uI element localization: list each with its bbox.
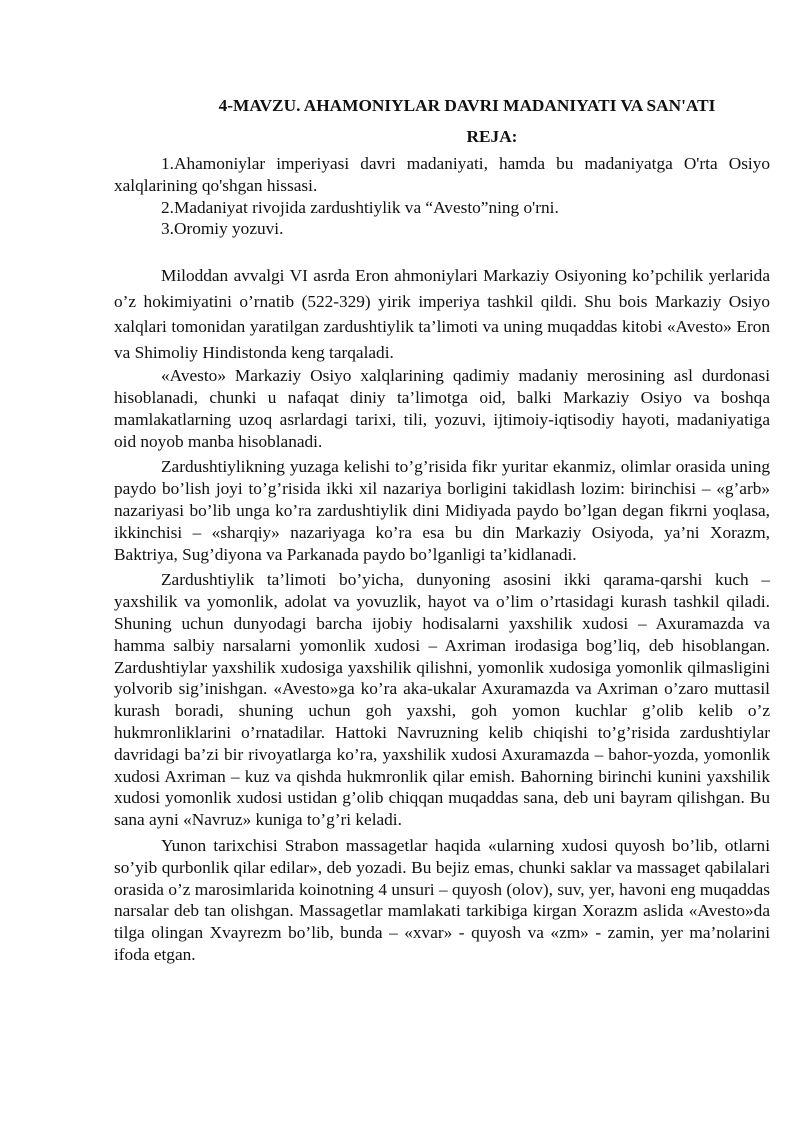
- document-body: [114, 263, 770, 966]
- body-paragraph: Zardushtiylikning yuzaga kelishi to’g’risida fikr yuritar ekanmiz, olimlar orasida uning paydo bo’lish joyi to’g’risida ikki xil nazariya borligini takidlash lozim: birinchisi – «g’arb» nazariyasi bo’lib unga ko’ra zardushtiylik dini Midiyada paydo bo’lgan degan fikrni yoqlasa, ikkinchisi – «sharqiy» nazariyaga ko’ra esa bu din Markaziy Osiyoda, ya’ni Xorazm, Baktriya, Sug’diyona va Parkanada paydo bo’lganligi ta’kidlanadi.: [114, 457, 770, 564]
- plan-item: 3.Oromiy yozuvi.: [161, 219, 284, 239]
- body-paragraph: Miloddan avvalgi VI asrda Eron ahmoniylari Markaziy Osiyoning ko’pchilik yerlarida o’z hokimiyatini o’rnatib (522-329) yirik imperiya tashkil qildi. Shu bois Markaziy Osiyo xalqlari tomonidan yaratilgan zardushtiylik ta’limoti va uning muqaddas kitobi «Avesto» Eron va Shimoliy Hindistonda keng tarqaladi.: [114, 266, 770, 362]
- plan-item: 2.Madaniyat rivojida zardushtiylik va “Avesto”ning o'rni.: [161, 197, 559, 217]
- body-paragraph: Yunon tarixchisi Strabon massagetlar haqida «ularning xudosi quyosh bo’lib, otlarni so’yib qurbonlik qilar edilar», deb yozadi. Bu bejiz emas, chunki saklar va massaget qabilalari orasida o’z marosimlarida koinotning 4 unsuri – quyosh (olov), suv, yer, havoni eng muqaddas narsalar deb tan olishgan. Massagetlar mamlakati tarkibiga kirgan Xorazm aslida «Avesto»da tilga olingan Xvayrezm bo’lib, bunda – «xvar» - quyosh va «zm» - zamin, yer ma’nolarini ifoda etgan.: [114, 835, 770, 964]
- plan-item: 1.Ahamoniylar imperiyasi davri madaniyati, hamda bu madaniyatga O'rta Osiyo xalqlarining qo'shgan hissasi.: [114, 154, 770, 195]
- document-title: 4-MAVZU. AHAMONIYLAR DAVRI MADANIYATI VA SAN'ATI: [218, 96, 716, 115]
- plan-heading: REJA:: [466, 127, 518, 146]
- body-paragraph: «Avesto» Markaziy Osiyo xalqlarining qadimiy madaniy merosining asl durdonasi hisoblanadi, chunki u nafaqat diniy ta’limotga oid, balki Markaziy Osiyo va boshqa mamlakatlarning uzoq asrlardagi tarixi, tili, yozuvi, ijtimoiy-iqtisodiy hayoti, madaniyatiga oid noyob manba hisoblanadi.: [114, 366, 770, 451]
- plan-list: [114, 153, 770, 240]
- document-page: [114, 94, 770, 970]
- body-paragraph: Zardushtiylik ta’limoti bo’yicha, dunyoning asosini ikki qarama-qarshi kuch – yaxshilik va yomonlik, adolat va yovuzlik, hayot va o’lim o’rtasidagi kurash tashkil qiladi. Shuning uchun dunyodagi barcha ijobiy hodisalarni yaxshilik xudosi – Axuramazda va hamma salbiy narsalarni yomonlik xudosi – Axriman irodasiga bog’liq, deb hisoblangan. Zardushtiylar yaxshilik xudosiga yaxshilik qilishni, yomonlik xudosiga yomonlik qilmasligini yolvorib sig’inishgan. «Avesto»ga ko’ra aka-ukalar Axuramazda va Axriman o’zaro muttasil kurash boradi, shuning uchun goh yaxshi, goh yomon kuchlar g’olib kelib o’z hukmronliklarini o’rnatadilar. Hattoki Navruzning kelib chiqishi to’g’risida zardushtiylar davridagi ba’zi bir rivoyatlarga ko’ra, yaxshilik xudosi Axuramazda – bahor-yozda, yomonlik xudosi Axriman – kuz va qishda hukmronlik qilar emish. Bahorning birinchi kunini yaxshilik xudosi yomonlik xudosi ustidan g’olib chiqqan muqaddas sana, deb uni bayram qilishgan. Bu sana ayni «Navruz» kuniga to’g’ri keladi.: [114, 570, 770, 830]
